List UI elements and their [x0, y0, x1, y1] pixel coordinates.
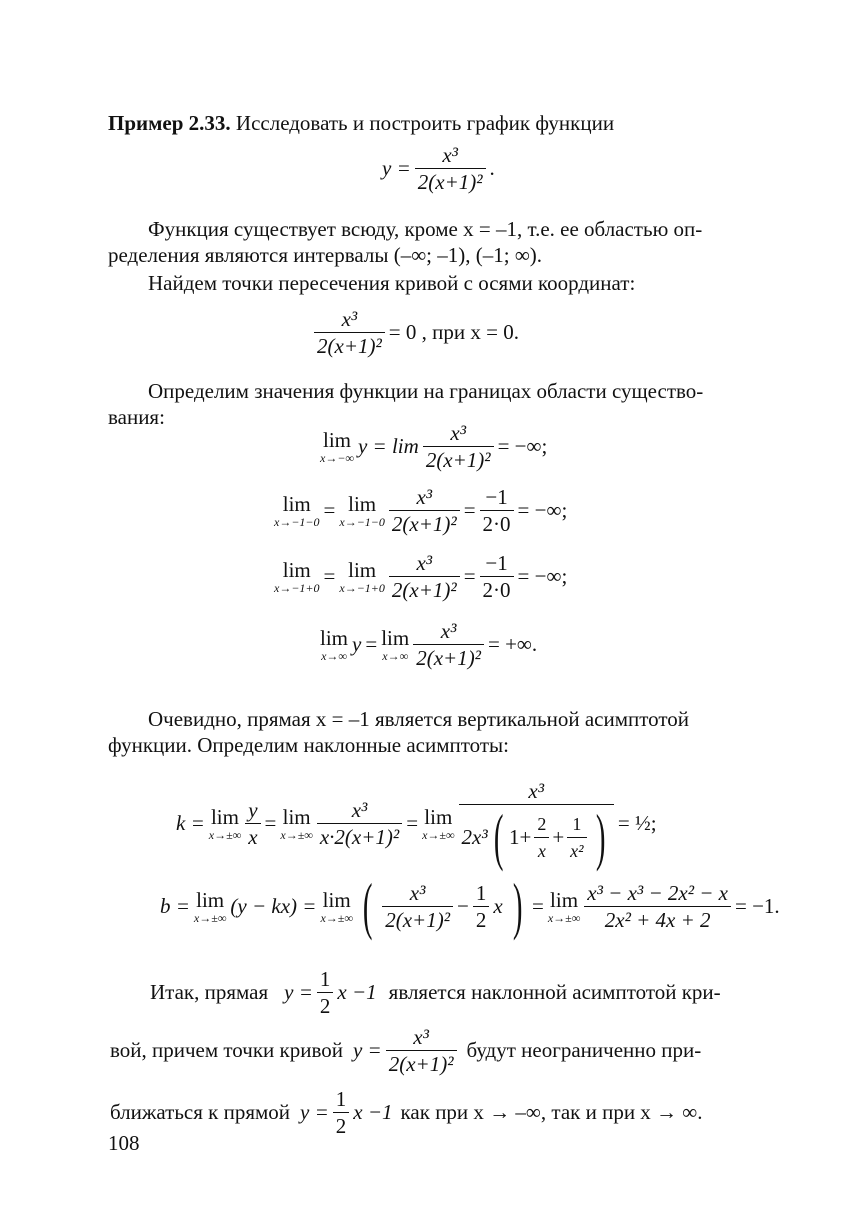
y-minus-kx: (y − kx) =: [230, 893, 317, 918]
equals-sign: =: [531, 893, 544, 918]
boundary-line-2: вания:: [108, 405, 165, 429]
lim-subscript: x→±∞: [193, 910, 227, 925]
b-fraction-1: [382, 880, 453, 933]
fraction-denominator: 2(x+1)²: [416, 646, 481, 670]
k-result: = ½;: [617, 811, 657, 835]
function-fraction: [386, 1024, 457, 1077]
lim-word: lim: [348, 492, 377, 516]
left-paren: (: [493, 801, 504, 872]
lim-subscript: x→−1+0: [339, 581, 385, 595]
lim-subscript: x→±∞: [280, 828, 313, 842]
vertical-asymptote-line-1: Очевидно, прямая x = –1 является вертикальной асимптотой: [148, 707, 690, 731]
fraction-numerator: x³: [459, 778, 614, 805]
fraction-numerator: x³: [317, 797, 402, 824]
lim-operator: [422, 805, 454, 842]
example-intro: Исследовать и построить график функции: [230, 111, 615, 135]
fraction-numerator: 1: [567, 811, 586, 838]
zero-fraction: [314, 306, 385, 359]
lim-operator: [320, 888, 352, 925]
lim-word: lim: [322, 887, 351, 912]
lim-operator: [280, 805, 312, 842]
value-fraction: [480, 550, 514, 603]
lim-operator: [194, 888, 226, 925]
example-label: Пример 2.33.: [108, 111, 231, 135]
intersect-line: Найдем точки пересечения кривой с осями координат:: [148, 271, 636, 295]
lim-subscript: x→−∞: [320, 451, 354, 465]
fraction-numerator: 1: [317, 966, 334, 993]
fraction-denominator: x²: [570, 840, 584, 861]
boundary-line-1: Определим значения функции на границах области существо-: [148, 379, 704, 403]
lim-operator: [548, 888, 580, 925]
fraction-numerator: x³: [423, 420, 494, 447]
left-paren: (: [362, 870, 373, 941]
approach-line: [108, 1086, 705, 1139]
domain-line-2: ределения являются интервалы (–∞; –1), (–1; ∞).: [108, 243, 543, 267]
domain-line-1: Функция существует всюду, кроме x = –1, т.е. ее областью оп-: [148, 217, 703, 241]
approach-text: ближаться к прямой: [110, 1100, 291, 1124]
lim-word: lim: [322, 428, 351, 452]
limit-result: = −∞;: [517, 564, 568, 588]
function-lhs: y =: [382, 156, 411, 180]
line-tail: x −1: [337, 980, 377, 1004]
lim-subscript: x→±∞: [320, 910, 353, 925]
fraction-numerator: y: [245, 797, 260, 824]
lim-word: lim: [348, 558, 377, 582]
fraction-numerator: 1: [333, 1086, 350, 1113]
fraction-numerator: x³: [382, 880, 453, 907]
fraction-denominator: x·2(x+1)²: [319, 825, 400, 849]
itak-text-tail: является наклонной асимптотой кри-: [388, 980, 721, 1004]
limit-fraction: [423, 420, 494, 473]
lim-subscript: x→−1+0: [274, 581, 320, 595]
function-fraction: [415, 142, 486, 195]
lim-operator: [274, 492, 320, 529]
fraction-numerator: x³: [389, 550, 460, 577]
plus-sign: +: [552, 825, 565, 849]
function-period: .: [489, 156, 495, 180]
function-numerator: x³: [415, 142, 486, 169]
lim-operator: [381, 626, 409, 663]
limit-minus-infinity: [318, 420, 549, 473]
limit-result: = −∞;: [497, 434, 548, 458]
b-formula: [158, 870, 782, 941]
line-y-eq: y =: [284, 980, 313, 1004]
lim-operator: [320, 428, 354, 465]
example-heading: [108, 110, 762, 136]
lim-word: lim: [282, 805, 311, 829]
function-formula: [380, 142, 497, 195]
fraction-numerator: 2: [534, 811, 549, 838]
limit-minus-one-right: [272, 550, 569, 603]
fraction-denominator: 2: [319, 994, 331, 1018]
b-fraction-2: [584, 880, 731, 933]
itak-text: Итак, прямая: [150, 980, 269, 1004]
fraction-denominator: 2(x+1)²: [388, 1052, 454, 1076]
function-denominator: 2(x+1)²: [417, 170, 483, 194]
fraction-denominator: 2·0: [482, 512, 511, 536]
fraction-denominator: 2: [475, 907, 487, 932]
one-half: [333, 1086, 350, 1139]
fraction-denominator: 2(x+1)²: [425, 448, 491, 472]
zero-equation-text: = 0 , при x = 0.: [388, 320, 519, 344]
curve-points-line: [108, 1024, 703, 1077]
value-fraction: [480, 484, 514, 537]
two-x-cubed: 2x³: [461, 825, 488, 849]
minus-sign: −: [457, 893, 469, 918]
fraction-numerator: −1: [480, 550, 514, 577]
y-var: y: [352, 632, 362, 656]
fraction-denominator: x: [537, 840, 546, 861]
limit-result: = +∞.: [487, 632, 538, 656]
lim-word: lim: [196, 887, 225, 912]
one-half: [317, 966, 334, 1019]
lim-operator: [209, 805, 241, 842]
two-over-x: [534, 811, 549, 864]
one-half: [473, 880, 490, 933]
limit-fraction: [389, 550, 460, 603]
lim-operator: [339, 492, 385, 529]
one-over-x2: [567, 811, 586, 864]
b-result: = −1.: [734, 893, 780, 918]
equals-sign: =: [463, 498, 476, 522]
lim-word: lim: [282, 492, 311, 516]
fraction-numerator: x³: [386, 1024, 457, 1051]
equals-sign: =: [323, 564, 336, 588]
limit-fraction: [413, 618, 484, 671]
fraction-denominator: 2·0: [482, 578, 511, 602]
fraction-denominator: 2(x+1)²: [391, 512, 457, 536]
lim-subscript: x→−1−0: [274, 515, 320, 529]
limit-fraction: [389, 484, 460, 537]
lim-word: lim: [320, 626, 349, 650]
y-over-x: [245, 797, 260, 850]
lim-operator: [320, 626, 348, 663]
vertical-asymptote-line-2: функции. Определим наклонные асимптоты:: [108, 733, 509, 757]
lim-word: lim: [282, 558, 311, 582]
k-fraction-2: [459, 778, 614, 872]
lim-word: lim: [381, 626, 410, 650]
lim-subscript: x→±∞: [208, 828, 242, 842]
lim-subscript: x→±∞: [547, 910, 581, 925]
fraction-numerator: −1: [480, 484, 514, 511]
limit-result: = −∞;: [517, 498, 568, 522]
page-number: 108: [108, 1131, 140, 1155]
oblique-asymptote-line: [148, 966, 723, 1019]
y-eq-lim: y = lim: [357, 434, 419, 458]
line-tail: x −1: [353, 1100, 393, 1124]
lim-word: lim: [550, 887, 579, 912]
line-y-eq: y =: [300, 1100, 329, 1124]
right-paren: ): [595, 801, 605, 872]
zero-denominator: 2(x+1)²: [317, 334, 382, 358]
b-lhs: b =: [160, 893, 190, 918]
lim-operator: [339, 558, 385, 595]
equals-sign: =: [463, 564, 476, 588]
limit-minus-one-left: [272, 484, 569, 537]
fraction-denominator: 2(x+1)²: [385, 907, 450, 932]
k-lhs: k =: [176, 811, 205, 835]
fraction-denominator: 2x² + 4x + 2: [604, 907, 711, 932]
equals-sign: =: [365, 632, 378, 656]
fraction-denominator: 2: [335, 1114, 347, 1138]
lim-subscript: x→±∞: [422, 828, 455, 842]
equals-sign: =: [264, 811, 277, 835]
lim-subscript: x→−1−0: [339, 515, 385, 529]
lim-word: lim: [210, 805, 239, 829]
k-formula: [174, 778, 659, 872]
line-y-eq: y =: [352, 1038, 382, 1062]
lim-subscript: x→∞: [321, 649, 347, 663]
right-paren: ): [512, 870, 523, 941]
points-text: вой, причем точки кривой: [110, 1038, 343, 1062]
fraction-denominator: x: [248, 825, 258, 849]
fraction-numerator: x³ − x³ − 2x² − x: [584, 880, 731, 907]
equals-sign: =: [323, 498, 336, 522]
zero-equation: [312, 306, 521, 359]
fraction-denominator: [459, 801, 614, 872]
approach-text-tail: как при x → –∞, так и при x → ∞.: [400, 1100, 703, 1124]
limit-plus-infinity: [318, 618, 539, 671]
fraction-denominator: 2(x+1)²: [391, 578, 457, 602]
lim-subscript: x→∞: [382, 649, 409, 663]
points-text-tail: будут неограниченно при-: [466, 1038, 702, 1062]
fraction-numerator: x³: [413, 618, 484, 645]
x-var: x: [493, 893, 503, 918]
one-plus: 1+: [508, 825, 532, 849]
k-fraction-1: [317, 797, 402, 850]
lim-word: lim: [424, 805, 453, 829]
lim-operator: [274, 558, 320, 595]
equals-sign: =: [406, 811, 419, 835]
fraction-numerator: x³: [389, 484, 460, 511]
zero-numerator: x³: [314, 306, 385, 333]
fraction-numerator: 1: [473, 880, 490, 907]
